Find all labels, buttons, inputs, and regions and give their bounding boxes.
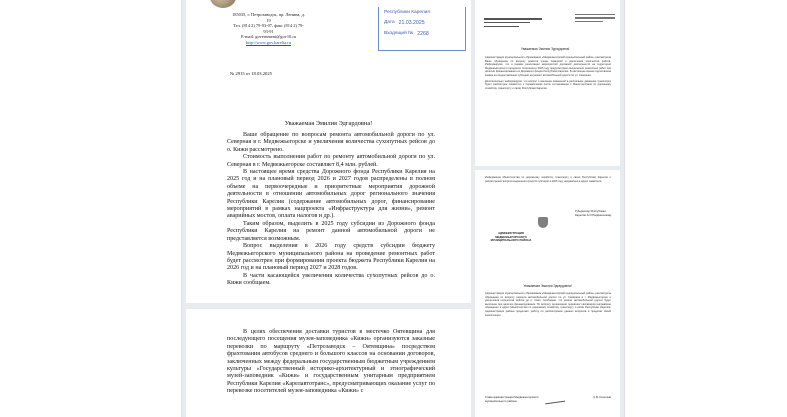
coat-of-arms-icon — [538, 217, 548, 228]
attachment-header-right — [575, 14, 615, 24]
letter-greeting: Уважаемая Эмилия Эдгардовна! — [284, 120, 373, 127]
outgoing-number: № 2915 от 18.03.2025 — [230, 71, 272, 76]
attachment-org-header: АДМИНИСТРАЦИЯ МЕДВЕЖЬЕГОРСКОГО МУНИЦИПАЛЬНОГО РАЙОНА — [490, 231, 532, 242]
signer-name: С.В. Кочетков — [593, 395, 611, 399]
signer-position: Глава администрации Медвежьегорского муниципального района — [485, 395, 539, 403]
attachment-signature — [485, 396, 611, 403]
address-line: 185035, г. Петрозаводск, пр. Ленина, д. 19 — [232, 12, 305, 23]
attachment-page-1[interactable] — [475, 0, 620, 166]
attachment-text — [485, 56, 611, 90]
letter-paragraph: Ваше обращение по вопросам ремонта автомобильной дороги по ул. Северная в г. Медвежьегорске и увеличения количества сухопутных рейсов до о. Кижи рассмотрено. — [227, 132, 435, 153]
stamp-date: 21.03.2025 — [398, 20, 425, 26]
letter-paragraph: В настоящее время средства Дорожного фонда Республики Карелия на 2025 год и на плановый период 2026 и 2027 годов распределены в полном объеме на первоочередные и приоритетные мероприятия дорожной деятельности в отношении автомобильных дорог регионального значения Республики Карелия (содержание автомобильных дорог, финансирование мероприятий в рамках нацпроекта «Инфраструктура для жизни», ремонт аварийных мостов, оплата налогов и др.). — [227, 169, 435, 220]
letter-paragraph: Стоимость выполнения работ по ремонту автомобильной дороги по ул. Северная в г. Медвежьегорске составляет 8,4 млн. рублей. — [227, 154, 435, 168]
letter-paragraph: В части касающейся увеличения количества сухопутных рейсов до о. Кижи сообщаем. — [227, 272, 435, 287]
sender-address — [231, 12, 306, 46]
letter-paragraph: Вопрос выделения в 2026 году средств субсидии бюджету Медвежьегорского муниципального района на проведение ремонтных работ будет рассмотрен при формировании проекта бюджета Республики Карелия на 2026 год и на плановый период 2027 и 2028 годов. — [227, 243, 435, 272]
letter-page-1 — [186, 0, 471, 303]
author-avatar — [210, 0, 236, 8]
attachment-paragraph: Администрация муниципального образования «Медвежьегорский муниципальный район» рассмотрела Ваше обращение по вопросу ремонта улицы Северной и увеличения количества рейсов. Информируем, что в рамках реализации мероприятий дорожной деятельности на территории Медвежьегорского городского поселения в 2025 году предусмотрено выполнение ремонтных работ при наличии финансирования из Дорожного фонда Республики Карелия. В настоящее время подготовлена заявка на предоставление субсидии на ремонт автомобильной дороги по ул. Северная. — [485, 56, 611, 77]
attachment-greeting: Уважаемая Эмилия Эдгардовна! — [523, 284, 572, 288]
letter-paragraph: В целях обеспечения доставки туристов в местечко Оятевщина для последующего посещения музея-заповедника «Кижи» организуются заказные перевозки по маршруту «Петрозаводск – Оятевщина» посредством фрахтования автобусов среднего и большого классов на основании договоров, заключенных между федеральным государственным бюджетным учреждением культуры «Государственный историко-архитектурный и этнографический музей-заповедник «Кижи» и государственным унитарным предприятием Республики Карелия «Карелавтотранс», предусматривающих оказание услуг по перевозке посетителей музея-заповедника «Кижи» с — [227, 329, 435, 395]
letter-page-2 — [186, 309, 471, 417]
attachment-intro-text: Информация Министерства по дорожному хозяйству, транспорту и связи Республики Карелия о рассмотрении вопроса выделения средств субсидии в 2026 году направлена в адрес заявителя. — [485, 176, 611, 183]
attachment-header-left — [484, 18, 542, 32]
address-line: Тел. (814 2) 79-93-07, факс (814 2) 79-93-91 — [233, 23, 304, 34]
stamp-date-label: Дата — [384, 20, 395, 25]
attachment-page-2[interactable] — [475, 170, 620, 417]
attachment-paragraph: Дополнительно информируем, что вопрос о внесении изменений в расписание движения транспорта будет рассмотрен совместно с перевозчиком после согласования с Министерством по дорожному хозяйству, транспорту и связи Республики Карелия. — [485, 79, 611, 90]
attachment-addressee: Губернатор Республики Карелия А.О.Парфенчикову — [575, 209, 612, 217]
attachment-greeting: Уважаемая Эмилия Эдгардовна! — [521, 47, 570, 51]
address-line: E-mail: government@gov10.ru — [240, 34, 296, 40]
letter-paragraph: Таким образом, выделить в 2025 году субсидии из Дорожного фонда Республики Карелия на ремонт данной автомобильной дороги не представляется возможным. — [227, 220, 435, 242]
document-viewer[interactable] — [181, 0, 625, 417]
attachment-body: Администрация муниципального образования «Медвежьегорский муниципальный район» рассмотрела обращение по вопросу ремонта автомобильной дороги по ул. Северная в г. Медвежьегорске и увеличения количества рейсов до о. Кижи. Сообщаем, что ремонт автомобильной дороги будет выполнен при наличии финансирования. По вопросу организации перевозок пассажиров направлено обращение в адрес Министерства по дорожному хозяйству, транспорту и связи Республики Карелия. Администрация района продолжит работу по рассмотрению данных вопросов в пределах своей компетенции. — [485, 292, 611, 317]
stamp-incoming-label: Входящий № — [384, 31, 414, 36]
stamp-incoming-number: 2268 — [417, 31, 429, 37]
letter-body — [227, 132, 435, 288]
stamp-title: Республики Карелия — [384, 10, 430, 15]
letter-body-continued — [227, 329, 435, 396]
address-link[interactable]: http://www.gov.karelia.ru — [246, 39, 291, 45]
registration-stamp — [378, 7, 466, 51]
